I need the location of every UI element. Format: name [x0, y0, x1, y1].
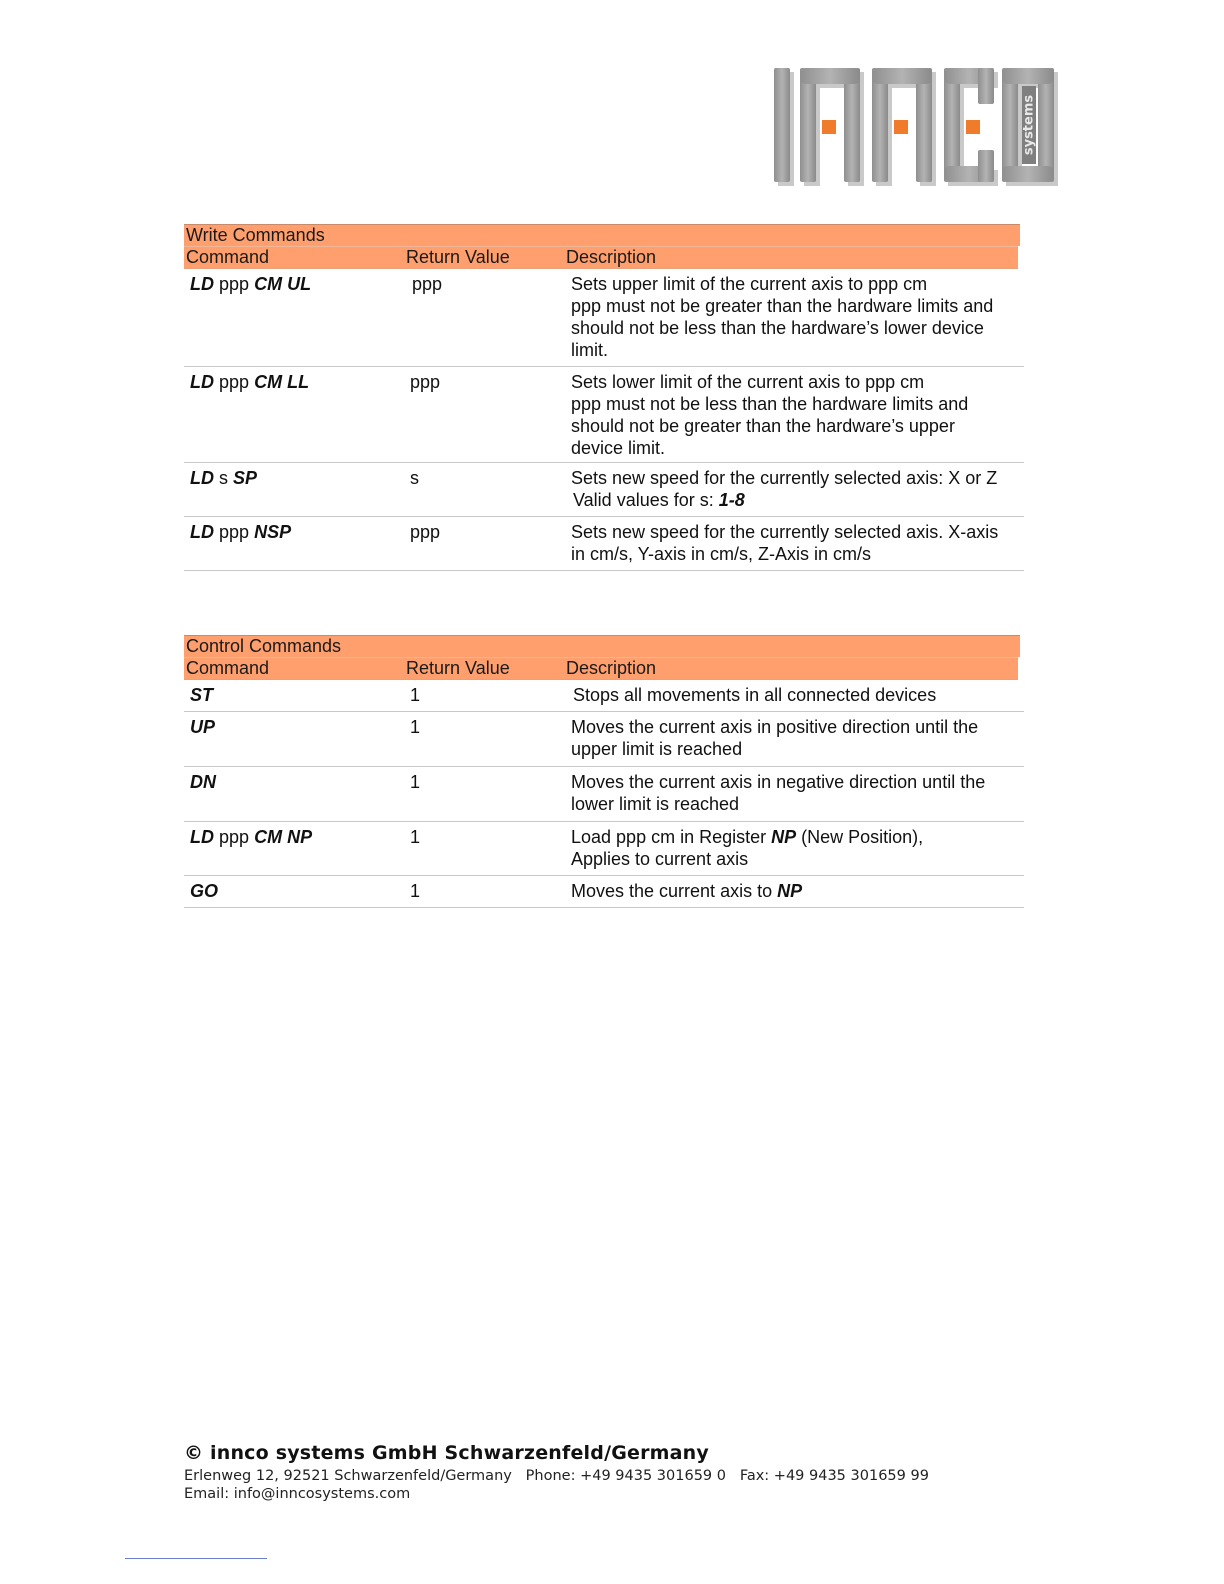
table-row	[184, 517, 1024, 571]
return-cell: ppp	[410, 372, 441, 392]
header-description: Description	[566, 247, 657, 267]
header-return-value: Return Value	[406, 658, 510, 678]
command-cell: DN	[190, 772, 216, 792]
return-cell: ppp	[412, 274, 443, 294]
header-return-value: Return Value	[406, 247, 510, 267]
table-title: Control Commands	[184, 635, 1020, 657]
header-description: Description	[566, 658, 657, 678]
command-cell: LD ppp NSP	[190, 522, 292, 542]
table-row	[184, 876, 1024, 908]
table-row	[184, 367, 1024, 463]
description-cell: Moves the current axis to NP	[571, 881, 803, 901]
control-commands-table	[184, 635, 1024, 908]
footnote-separator	[125, 1558, 267, 1559]
table-row	[184, 680, 1024, 712]
description-cell: Sets new speed for the currently selected axis: X or Z Valid values for s: 1-8	[571, 468, 998, 510]
description-cell: Sets lower limit of the current axis to ppp cm ppp must not be less than the hardware limits and should not be greater than the hardware’s upper device limit.	[571, 372, 969, 458]
innco-systems-logo-graphic	[770, 64, 1068, 190]
header-command: Command	[186, 658, 270, 678]
description-cell: Sets upper limit of the current axis to ppp cm ppp must not be greater than the hardware limits and should not be less than the hardware’s lower device limit.	[571, 274, 994, 360]
description-cell: Load ppp cm in Register NP (New Position), Applies to current axis	[571, 827, 924, 869]
command-cell: GO	[190, 881, 219, 901]
footer-contact	[184, 1468, 929, 1484]
command-cell: LD s SP	[190, 468, 258, 488]
footer-phone: Phone: +49 9435 301659 0	[525, 1468, 726, 1484]
description-cell: Moves the current axis in negative direction until the lower limit is reached	[571, 772, 986, 814]
table-header	[184, 246, 1018, 269]
page-footer	[184, 1442, 929, 1502]
return-cell: s	[410, 468, 419, 488]
footer-company: © innco systems GmbH Schwarzenfeld/Germany	[184, 1442, 709, 1464]
return-cell: 1	[410, 772, 421, 792]
table-row	[184, 463, 1024, 517]
table-row	[184, 822, 1024, 876]
return-cell: 1	[410, 827, 421, 847]
return-cell: 1	[410, 881, 421, 901]
table-row	[184, 712, 1024, 767]
footer-fax: Fax: +49 9435 301659 99	[739, 1468, 929, 1484]
write-commands-table	[184, 224, 1024, 571]
footer-email: Email: info@inncosystems.com	[184, 1486, 411, 1502]
footer-address: Erlenweg 12, 92521 Schwarzenfeld/Germany	[184, 1468, 512, 1484]
command-cell: ST	[190, 685, 214, 705]
table-row	[184, 767, 1024, 822]
return-cell: 1	[410, 717, 421, 737]
command-cell: LD ppp CM UL	[190, 274, 312, 294]
return-cell: ppp	[410, 522, 441, 542]
description-cell: Stops all movements in all connected devices	[573, 685, 937, 705]
description-cell: Sets new speed for the currently selected axis. X-axis in cm/s, Y-axis in cm/s, Z-Axis in cm/s	[571, 522, 999, 564]
table-header	[184, 657, 1018, 680]
command-cell: UP	[190, 717, 216, 737]
command-cell: LD ppp CM LL	[190, 372, 310, 392]
command-cell: LD ppp CM NP	[190, 827, 313, 847]
description-cell: Moves the current axis in positive direction until the upper limit is reached	[571, 717, 979, 759]
table-row	[184, 269, 1024, 367]
innco-logo	[770, 64, 1068, 190]
header-command: Command	[186, 247, 270, 267]
table-title: Write Commands	[184, 224, 1020, 246]
logo-tagline: systems	[1021, 94, 1037, 156]
return-cell: 1	[410, 685, 421, 705]
